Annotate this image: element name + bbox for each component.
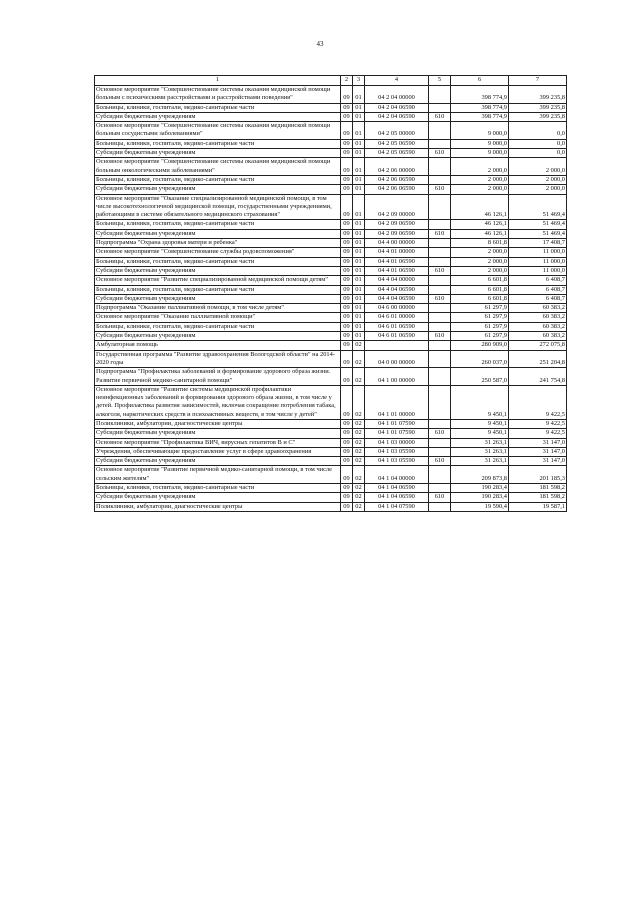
row-amount-7: 11 000,0: [509, 257, 567, 266]
row-code-4: 04 1 01 00000: [365, 385, 429, 419]
row-code-3: 01: [353, 285, 365, 294]
row-code-2: 09: [341, 239, 353, 248]
row-amount-7: 60 383,2: [509, 332, 567, 341]
row-code-2: 09: [341, 276, 353, 285]
table-row: [95, 248, 567, 257]
table-row: [95, 239, 567, 248]
row-code-3: 01: [353, 322, 365, 331]
row-code-5: [429, 175, 451, 184]
row-code-2: 09: [341, 350, 353, 368]
row-name: Субсидии бюджетным учреждениям: [95, 112, 341, 121]
row-amount-7: 60 383,2: [509, 322, 567, 331]
row-code-4: 04 2 04 06590: [365, 112, 429, 121]
row-code-3: 01: [353, 139, 365, 148]
table-row: [95, 457, 567, 466]
row-code-4: 04 2 09 00000: [365, 194, 429, 220]
row-code-4: 04 1 04 00000: [365, 466, 429, 484]
row-code-2: 09: [341, 266, 353, 275]
row-code-2: 09: [341, 484, 353, 493]
row-code-4: 04 1 04 06590: [365, 484, 429, 493]
row-code-4: 04 1 03 05590: [365, 447, 429, 456]
row-code-3: 01: [353, 229, 365, 238]
column-header: 1: [95, 76, 341, 86]
row-amount-7: 11 000,0: [509, 248, 567, 257]
row-code-5: [429, 257, 451, 266]
row-code-5: [429, 285, 451, 294]
row-amount-6: 190 283,4: [451, 484, 509, 493]
row-code-4: 04 2 06 06590: [365, 185, 429, 194]
row-code-4: 04 6 01 00000: [365, 313, 429, 322]
row-code-2: 09: [341, 229, 353, 238]
row-code-4: 04 1 03 00000: [365, 438, 429, 447]
row-amount-6: 2 000,0: [451, 248, 509, 257]
row-amount-7: 17 408,7: [509, 239, 567, 248]
row-code-3: 01: [353, 185, 365, 194]
row-code-4: 04 2 05 06590: [365, 139, 429, 148]
table-row: [95, 149, 567, 158]
row-code-4: 04 4 04 00000: [365, 276, 429, 285]
row-code-5: [429, 304, 451, 313]
table-row: [95, 447, 567, 456]
row-code-4: 04 4 01 06590: [365, 266, 429, 275]
row-code-2: 09: [341, 294, 353, 303]
row-code-5: [429, 385, 451, 419]
row-code-4: 04 1 03 05590: [365, 457, 429, 466]
row-code-2: 09: [341, 158, 353, 176]
row-code-3: 02: [353, 341, 365, 350]
table-row: [95, 313, 567, 322]
table-row: [95, 429, 567, 438]
row-code-3: 01: [353, 257, 365, 266]
row-name: Субсидии бюджетным учреждениям: [95, 266, 341, 275]
row-code-5: [429, 239, 451, 248]
row-amount-6: 190 283,4: [451, 493, 509, 502]
row-code-4: 04 1 00 00000: [365, 368, 429, 386]
row-name: Основное мероприятие "Развитие первичной медико-санитарной помощи, в том числе сельским жителям": [95, 466, 341, 484]
row-amount-6: 398 774,9: [451, 86, 509, 104]
table-row: [95, 229, 567, 238]
row-code-5: 610: [429, 149, 451, 158]
row-amount-6: 61 297,9: [451, 304, 509, 313]
row-code-2: 09: [341, 429, 353, 438]
row-code-2: 09: [341, 194, 353, 220]
row-name: Основное мероприятие "Оказание паллиативной помощи": [95, 313, 341, 322]
row-name: Субсидии бюджетным учреждениям: [95, 493, 341, 502]
row-code-5: [429, 313, 451, 322]
table-row: [95, 112, 567, 121]
row-code-5: 610: [429, 294, 451, 303]
row-code-2: 09: [341, 257, 353, 266]
row-amount-7: 2 000,0: [509, 185, 567, 194]
budget-table: [94, 75, 567, 512]
row-code-2: 09: [341, 285, 353, 294]
row-code-3: 02: [353, 466, 365, 484]
table-row: [95, 175, 567, 184]
table-row: [95, 294, 567, 303]
row-name: Больницы, клиники, госпитали, медико-санитарные части: [95, 257, 341, 266]
row-amount-6: 398 774,9: [451, 112, 509, 121]
row-name: Основное мероприятие "Совершенствование системы оказания медицинской помощи больным онкологическими заболеваниями": [95, 158, 341, 176]
row-code-2: 09: [341, 368, 353, 386]
row-amount-6: 2 000,0: [451, 266, 509, 275]
row-code-5: [429, 139, 451, 148]
row-code-3: 01: [353, 158, 365, 176]
table-row: [95, 220, 567, 229]
row-code-3: 02: [353, 438, 365, 447]
row-name: Государственная программа "Развитие здравоохранения Вологодской области" на 2014-2020 годы: [95, 350, 341, 368]
row-code-4: 04 1 04 07590: [365, 502, 429, 511]
row-amount-6: 61 297,9: [451, 322, 509, 331]
row-code-5: 610: [429, 332, 451, 341]
table-row: [95, 502, 567, 511]
row-amount-6: 6 601,8: [451, 276, 509, 285]
table-row: [95, 368, 567, 386]
row-code-3: 01: [353, 175, 365, 184]
table-row: [95, 139, 567, 148]
row-code-3: 02: [353, 484, 365, 493]
row-amount-6: 6 601,8: [451, 285, 509, 294]
row-amount-6: 2 000,0: [451, 257, 509, 266]
row-code-5: 610: [429, 112, 451, 121]
table-row: [95, 493, 567, 502]
row-name: Основное мероприятие "Оказание специализированной медицинской помощи, в том числе высокотехнологичной медицинской помощи, государственными учреждениями, работающими в системе обязательного медицинского страхования": [95, 194, 341, 220]
row-code-4: 04 1 04 06590: [365, 493, 429, 502]
row-code-4: 04 2 05 06590: [365, 149, 429, 158]
row-code-5: [429, 484, 451, 493]
row-amount-7: 181 598,2: [509, 484, 567, 493]
row-code-4: 04 2 05 00000: [365, 122, 429, 140]
row-code-5: 610: [429, 429, 451, 438]
row-amount-7: 241 754,8: [509, 368, 567, 386]
row-amount-6: 9 450,1: [451, 385, 509, 419]
row-code-5: [429, 194, 451, 220]
row-amount-7: 31 147,0: [509, 438, 567, 447]
row-name: Основное мероприятие "Профилактика ВИЧ, вирусных гепатитов В и С": [95, 438, 341, 447]
row-code-2: 09: [341, 112, 353, 121]
row-code-2: 09: [341, 493, 353, 502]
row-name: Больницы, клиники, госпитали, медико-санитарные части: [95, 220, 341, 229]
row-code-5: [429, 368, 451, 386]
row-amount-7: 31 147,0: [509, 457, 567, 466]
row-code-2: 09: [341, 313, 353, 322]
row-amount-6: 61 297,9: [451, 332, 509, 341]
column-header: 5: [429, 76, 451, 86]
row-code-4: 04 2 09 06590: [365, 229, 429, 238]
row-amount-6: 250 587,0: [451, 368, 509, 386]
column-header: 7: [509, 76, 567, 86]
row-code-5: [429, 447, 451, 456]
row-code-5: 610: [429, 229, 451, 238]
table-row: [95, 332, 567, 341]
table-row: [95, 322, 567, 331]
row-name: Основное мероприятие "Развитие специализированной медицинской помощи детям": [95, 276, 341, 285]
row-amount-6: 19 590,4: [451, 502, 509, 511]
table-row: [95, 276, 567, 285]
row-code-3: 01: [353, 276, 365, 285]
row-amount-6: 9 000,0: [451, 122, 509, 140]
table-row: [95, 257, 567, 266]
row-amount-7: 6 408,7: [509, 294, 567, 303]
row-amount-7: 6 408,7: [509, 276, 567, 285]
row-code-2: 09: [341, 220, 353, 229]
row-code-4: 04 6 01 06590: [365, 332, 429, 341]
row-code-2: 09: [341, 139, 353, 148]
row-code-5: [429, 502, 451, 511]
row-code-2: 09: [341, 322, 353, 331]
row-code-4: 04 4 01 06590: [365, 257, 429, 266]
row-name: Субсидии бюджетным учреждениям: [95, 185, 341, 194]
row-code-2: 09: [341, 466, 353, 484]
table-row: [95, 341, 567, 350]
row-code-4: 04 4 04 06590: [365, 285, 429, 294]
row-name: Основное мероприятие "Развитие системы медицинской профилактики неинфекционных заболеваний и формирования здорового образа жизни, в том числе у детей. Профилактика развития зависимостей, включая сокращение потребления табака, алкоголя, наркотических средств и психоактивных веществ, в том числе у детей": [95, 385, 341, 419]
column-header: 6: [451, 76, 509, 86]
table-row: [95, 194, 567, 220]
row-code-5: [429, 322, 451, 331]
row-code-4: 04 2 06 06590: [365, 175, 429, 184]
row-amount-7: 399 235,8: [509, 112, 567, 121]
table-row: [95, 158, 567, 176]
table-row: [95, 304, 567, 313]
row-name: Поликлиники, амбулатории, диагностические центры: [95, 419, 341, 428]
row-amount-6: 209 873,8: [451, 466, 509, 484]
row-code-4: 04 2 09 06590: [365, 220, 429, 229]
row-amount-7: 2 000,0: [509, 175, 567, 184]
row-name: Больницы, клиники, госпитали, медико-санитарные части: [95, 285, 341, 294]
table-row: [95, 385, 567, 419]
row-code-4: 04 0 00 00000: [365, 350, 429, 368]
row-code-2: 09: [341, 385, 353, 419]
row-code-5: [429, 220, 451, 229]
row-amount-6: 2 000,0: [451, 175, 509, 184]
row-name: Субсидии бюджетным учреждениям: [95, 149, 341, 158]
row-name: Подпрограмма "Охрана здоровья матери и ребенка": [95, 239, 341, 248]
row-code-5: [429, 350, 451, 368]
row-name: Субсидии бюджетным учреждениям: [95, 332, 341, 341]
row-code-3: 02: [353, 385, 365, 419]
row-amount-7: 60 383,2: [509, 313, 567, 322]
row-amount-6: 9 000,0: [451, 149, 509, 158]
row-code-5: 610: [429, 493, 451, 502]
row-amount-7: 272 075,8: [509, 341, 567, 350]
row-amount-6: 8 601,8: [451, 239, 509, 248]
row-code-2: 09: [341, 332, 353, 341]
table-row: [95, 103, 567, 112]
row-code-2: 09: [341, 419, 353, 428]
row-amount-7: 181 598,2: [509, 493, 567, 502]
row-code-5: [429, 276, 451, 285]
row-code-2: 09: [341, 457, 353, 466]
row-code-5: 610: [429, 457, 451, 466]
row-amount-7: 0,0: [509, 139, 567, 148]
row-name: Субсидии бюджетным учреждениям: [95, 429, 341, 438]
row-code-3: 01: [353, 194, 365, 220]
header-row: [95, 76, 567, 86]
row-amount-6: 260 037,0: [451, 350, 509, 368]
row-amount-7: 51 469,4: [509, 229, 567, 238]
column-header: 2: [341, 76, 353, 86]
column-header: 3: [353, 76, 365, 86]
row-code-5: [429, 438, 451, 447]
row-code-3: 01: [353, 86, 365, 104]
row-name: Учреждения, обеспечивающие предоставление услуг в сфере здравоохранения: [95, 447, 341, 456]
row-code-4: 04 4 04 06590: [365, 294, 429, 303]
table-row: [95, 86, 567, 104]
row-amount-6: 280 909,0: [451, 341, 509, 350]
row-amount-7: 9 422,5: [509, 385, 567, 419]
row-name: Подпрограмма "Профилактика заболеваний и формирование здорового образа жизни. Развитие первичной медико-санитарной помощи": [95, 368, 341, 386]
row-amount-6: 31 263,1: [451, 457, 509, 466]
row-amount-6: 9 450,1: [451, 419, 509, 428]
row-amount-7: 251 204,8: [509, 350, 567, 368]
row-amount-6: 9 450,1: [451, 429, 509, 438]
row-amount-6: 9 000,0: [451, 139, 509, 148]
row-code-2: 09: [341, 502, 353, 511]
row-code-2: 09: [341, 185, 353, 194]
row-code-3: 01: [353, 304, 365, 313]
row-code-3: 02: [353, 493, 365, 502]
row-name: Основное мероприятие "Совершенствование системы оказания медицинской помощи больным с психическими расстройствами и расстройствами поведения": [95, 86, 341, 104]
row-amount-7: 60 383,2: [509, 304, 567, 313]
row-code-5: [429, 419, 451, 428]
row-amount-7: 0,0: [509, 149, 567, 158]
row-code-3: 02: [353, 447, 365, 456]
row-amount-7: 201 185,3: [509, 466, 567, 484]
row-code-3: 02: [353, 457, 365, 466]
row-code-4: [365, 341, 429, 350]
row-name: Субсидии бюджетным учреждениям: [95, 457, 341, 466]
row-name: Больницы, клиники, госпитали, медико-санитарные части: [95, 103, 341, 112]
row-amount-7: 0,0: [509, 122, 567, 140]
table-row: [95, 466, 567, 484]
row-code-3: 01: [353, 313, 365, 322]
row-code-3: 01: [353, 239, 365, 248]
row-code-3: 02: [353, 502, 365, 511]
row-amount-7: 399 235,8: [509, 103, 567, 112]
table-row: [95, 285, 567, 294]
row-code-2: 09: [341, 86, 353, 104]
row-code-5: [429, 103, 451, 112]
row-code-2: 09: [341, 248, 353, 257]
row-amount-7: 9 422,5: [509, 429, 567, 438]
row-code-2: 09: [341, 341, 353, 350]
row-name: Амбулаторная помощь: [95, 341, 341, 350]
table-row: [95, 122, 567, 140]
row-name: Субсидии бюджетным учреждениям: [95, 294, 341, 303]
row-code-3: 02: [353, 419, 365, 428]
table-row: [95, 419, 567, 428]
row-amount-6: 398 774,9: [451, 103, 509, 112]
table-row: [95, 185, 567, 194]
row-code-5: [429, 341, 451, 350]
row-amount-7: 399 235,8: [509, 86, 567, 104]
row-amount-7: 6 408,7: [509, 285, 567, 294]
row-code-2: 09: [341, 103, 353, 112]
row-code-3: 01: [353, 220, 365, 229]
row-code-2: 09: [341, 304, 353, 313]
row-code-5: 610: [429, 266, 451, 275]
row-code-3: 01: [353, 103, 365, 112]
row-code-4: 04 6 01 06590: [365, 322, 429, 331]
row-code-4: 04 2 04 00000: [365, 86, 429, 104]
row-code-3: 01: [353, 149, 365, 158]
row-amount-6: 31 263,1: [451, 438, 509, 447]
row-code-3: 01: [353, 112, 365, 121]
row-code-3: 01: [353, 122, 365, 140]
row-code-4: 04 1 01 07590: [365, 429, 429, 438]
row-code-4: 04 4 00 00000: [365, 239, 429, 248]
row-code-4: 04 1 01 07590: [365, 419, 429, 428]
row-name: Больницы, клиники, госпитали, медико-санитарные части: [95, 139, 341, 148]
row-code-3: 01: [353, 332, 365, 341]
row-code-2: 09: [341, 149, 353, 158]
row-amount-6: 2 000,0: [451, 185, 509, 194]
row-amount-7: 11 000,0: [509, 266, 567, 275]
row-amount-6: 61 297,9: [451, 313, 509, 322]
table-row: [95, 484, 567, 493]
row-code-5: [429, 248, 451, 257]
row-name: Основное мероприятие "Совершенствование службы родовспоможения": [95, 248, 341, 257]
row-amount-6: 31 263,1: [451, 447, 509, 456]
row-name: Больницы, клиники, госпитали, медико-санитарные части: [95, 175, 341, 184]
row-name: Подпрограмма "Оказание паллиативной помощи, в том числе детям": [95, 304, 341, 313]
row-code-2: 09: [341, 438, 353, 447]
row-code-4: 04 4 01 00000: [365, 248, 429, 257]
row-amount-7: 51 469,4: [509, 220, 567, 229]
row-code-5: [429, 86, 451, 104]
row-amount-7: 31 147,0: [509, 447, 567, 456]
row-name: Основное мероприятие "Совершенствование системы оказания медицинской помощи больным сосудистыми заболеваниями": [95, 122, 341, 140]
row-code-2: 09: [341, 447, 353, 456]
page-number: 43: [316, 40, 324, 48]
row-code-3: 01: [353, 266, 365, 275]
column-header: 4: [365, 76, 429, 86]
table-row: [95, 266, 567, 275]
row-amount-6: 46 126,1: [451, 194, 509, 220]
row-code-5: 610: [429, 185, 451, 194]
row-code-5: [429, 466, 451, 484]
row-amount-7: 9 422,5: [509, 419, 567, 428]
row-amount-6: 2 000,0: [451, 158, 509, 176]
row-code-4: 04 6 00 00000: [365, 304, 429, 313]
table-row: [95, 350, 567, 368]
row-name: Субсидии бюджетным учреждениям: [95, 229, 341, 238]
row-amount-7: 19 587,1: [509, 502, 567, 511]
row-code-3: 02: [353, 429, 365, 438]
row-amount-7: 51 469,4: [509, 194, 567, 220]
row-code-5: [429, 122, 451, 140]
table-row: [95, 438, 567, 447]
row-code-3: 01: [353, 248, 365, 257]
row-name: Поликлиники, амбулатории, диагностические центры: [95, 502, 341, 511]
row-amount-6: 46 126,1: [451, 220, 509, 229]
row-code-5: [429, 158, 451, 176]
row-name: Больницы, клиники, госпитали, медико-санитарные части: [95, 322, 341, 331]
row-code-4: 04 2 06 00000: [365, 158, 429, 176]
row-amount-7: 2 000,0: [509, 158, 567, 176]
row-code-4: 04 2 04 06590: [365, 103, 429, 112]
row-amount-6: 46 126,1: [451, 229, 509, 238]
row-code-3: 02: [353, 368, 365, 386]
row-code-2: 09: [341, 122, 353, 140]
row-amount-6: 6 601,8: [451, 294, 509, 303]
row-code-3: 02: [353, 350, 365, 368]
row-code-3: 01: [353, 294, 365, 303]
row-code-2: 09: [341, 175, 353, 184]
row-name: Больницы, клиники, госпитали, медико-санитарные части: [95, 484, 341, 493]
